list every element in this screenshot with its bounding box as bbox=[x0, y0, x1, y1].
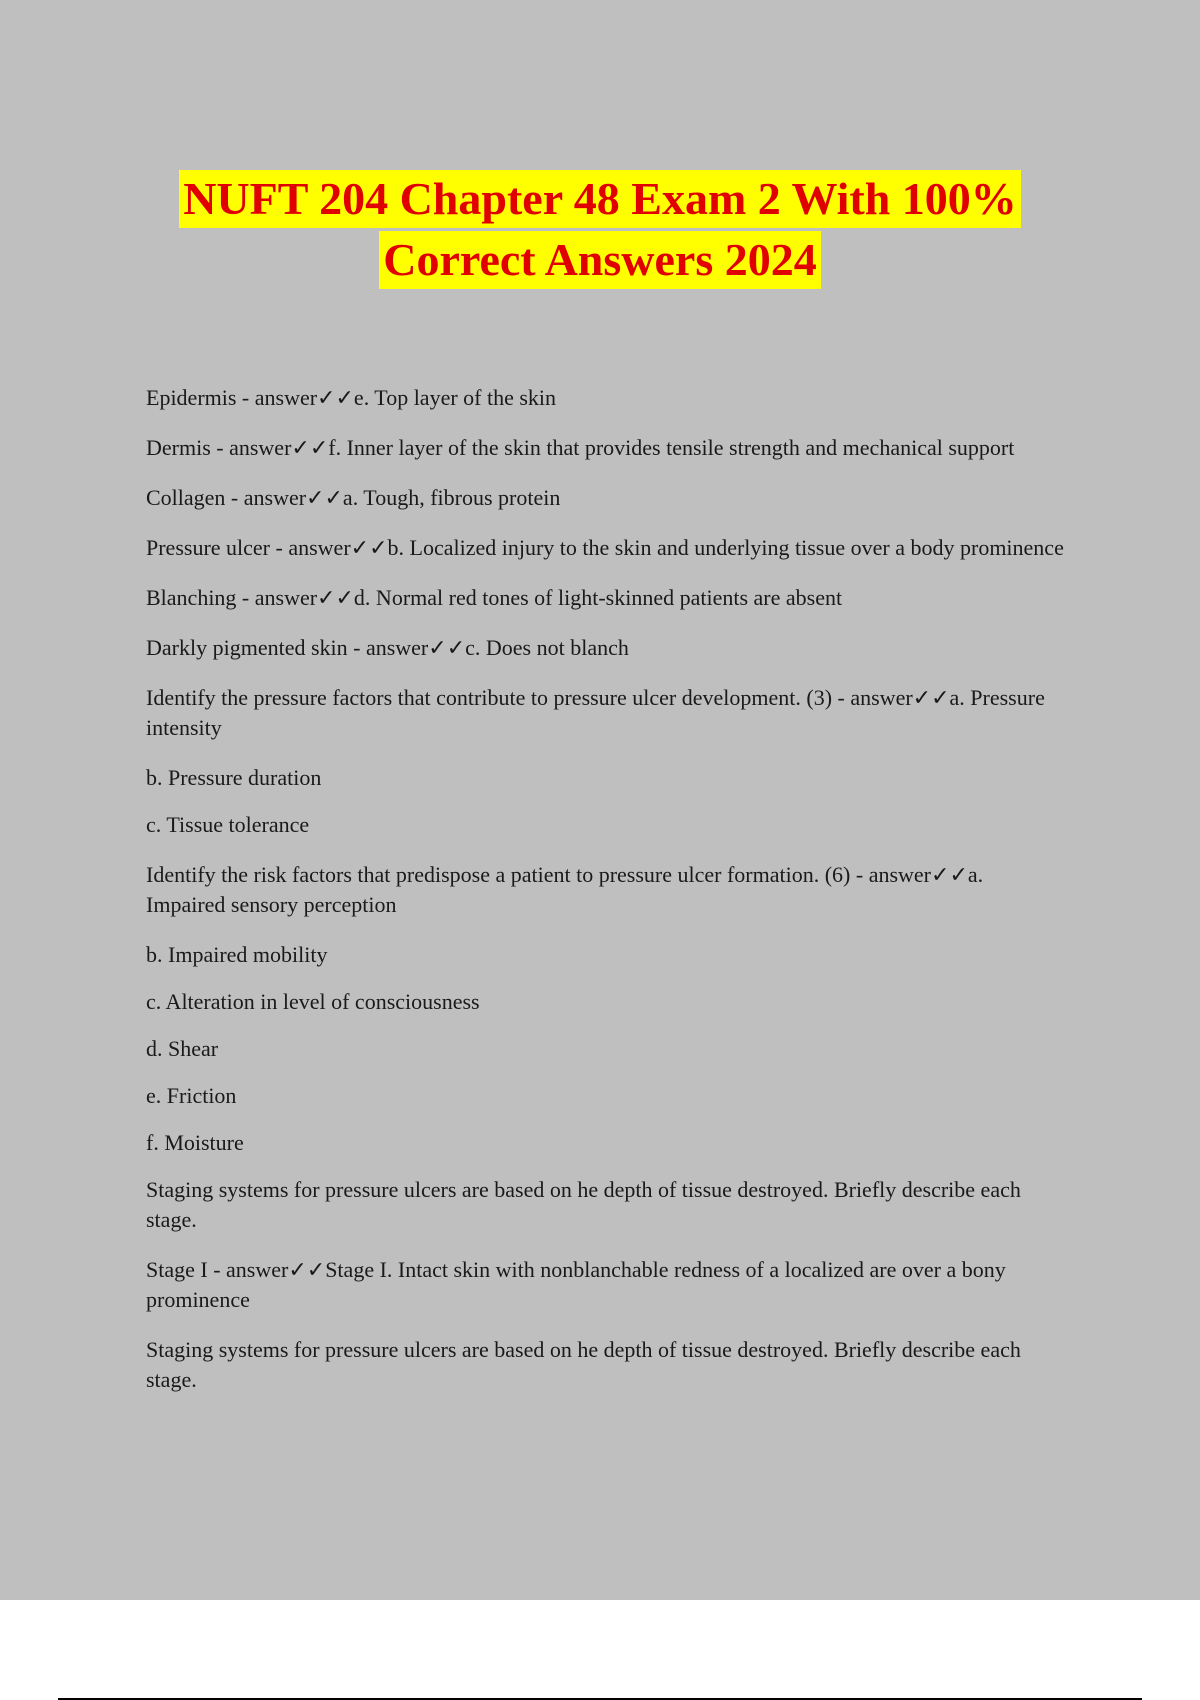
qa-list bbox=[146, 383, 1066, 1415]
qa-entry: Dermis - answer✓✓f. Inner layer of the skin that provides tensile strength and mechanical support bbox=[146, 435, 1015, 460]
qa-entry: Darkly pigmented skin - answer✓✓c. Does not blanch bbox=[146, 635, 629, 660]
qa-entry: f. Moisture bbox=[146, 1130, 244, 1155]
qa-entry: Staging systems for pressure ulcers are based on he depth of tissue destroyed. Briefly describe each stage. bbox=[146, 1177, 1021, 1232]
title-line-1: NUFT 204 Chapter 48 Exam 2 With 100% bbox=[179, 170, 1021, 228]
qa-entry: Epidermis - answer✓✓e. Top layer of the skin bbox=[146, 385, 557, 410]
qa-entry: b. Impaired mobility bbox=[146, 942, 328, 967]
qa-entry: b. Pressure duration bbox=[146, 765, 322, 790]
qa-entry: Collagen - answer✓✓a. Tough, fibrous protein bbox=[146, 485, 561, 510]
qa-entry: e. Friction bbox=[146, 1083, 237, 1108]
qa-entry: Identify the risk factors that predispose a patient to pressure ulcer formation. (6) - answer✓✓a. Impaired sensory perception bbox=[146, 862, 984, 917]
qa-entry: Blanching - answer✓✓d. Normal red tones of light-skinned patients are absent bbox=[146, 585, 843, 610]
qa-entry: c. Tissue tolerance bbox=[146, 812, 310, 837]
qa-entry: Stage I - answer✓✓Stage I. Intact skin with nonblanchable redness of a localized are over a bony prominence bbox=[146, 1257, 1006, 1312]
qa-entry: Identify the pressure factors that contribute to pressure ulcer development. (3) - answer✓✓a. Pressure intensity bbox=[146, 685, 1045, 740]
qa-entry: Staging systems for pressure ulcers are based on he depth of tissue destroyed. Briefly describe each stage. bbox=[146, 1337, 1021, 1392]
title-line-2: Correct Answers 2024 bbox=[379, 231, 821, 289]
qa-entry: d. Shear bbox=[146, 1036, 219, 1061]
qa-entry: Pressure ulcer - answer✓✓b. Localized injury to the skin and underlying tissue over a body prominence bbox=[146, 535, 1064, 560]
qa-entry: c. Alteration in level of consciousness bbox=[146, 989, 480, 1014]
document-title bbox=[0, 170, 1200, 292]
